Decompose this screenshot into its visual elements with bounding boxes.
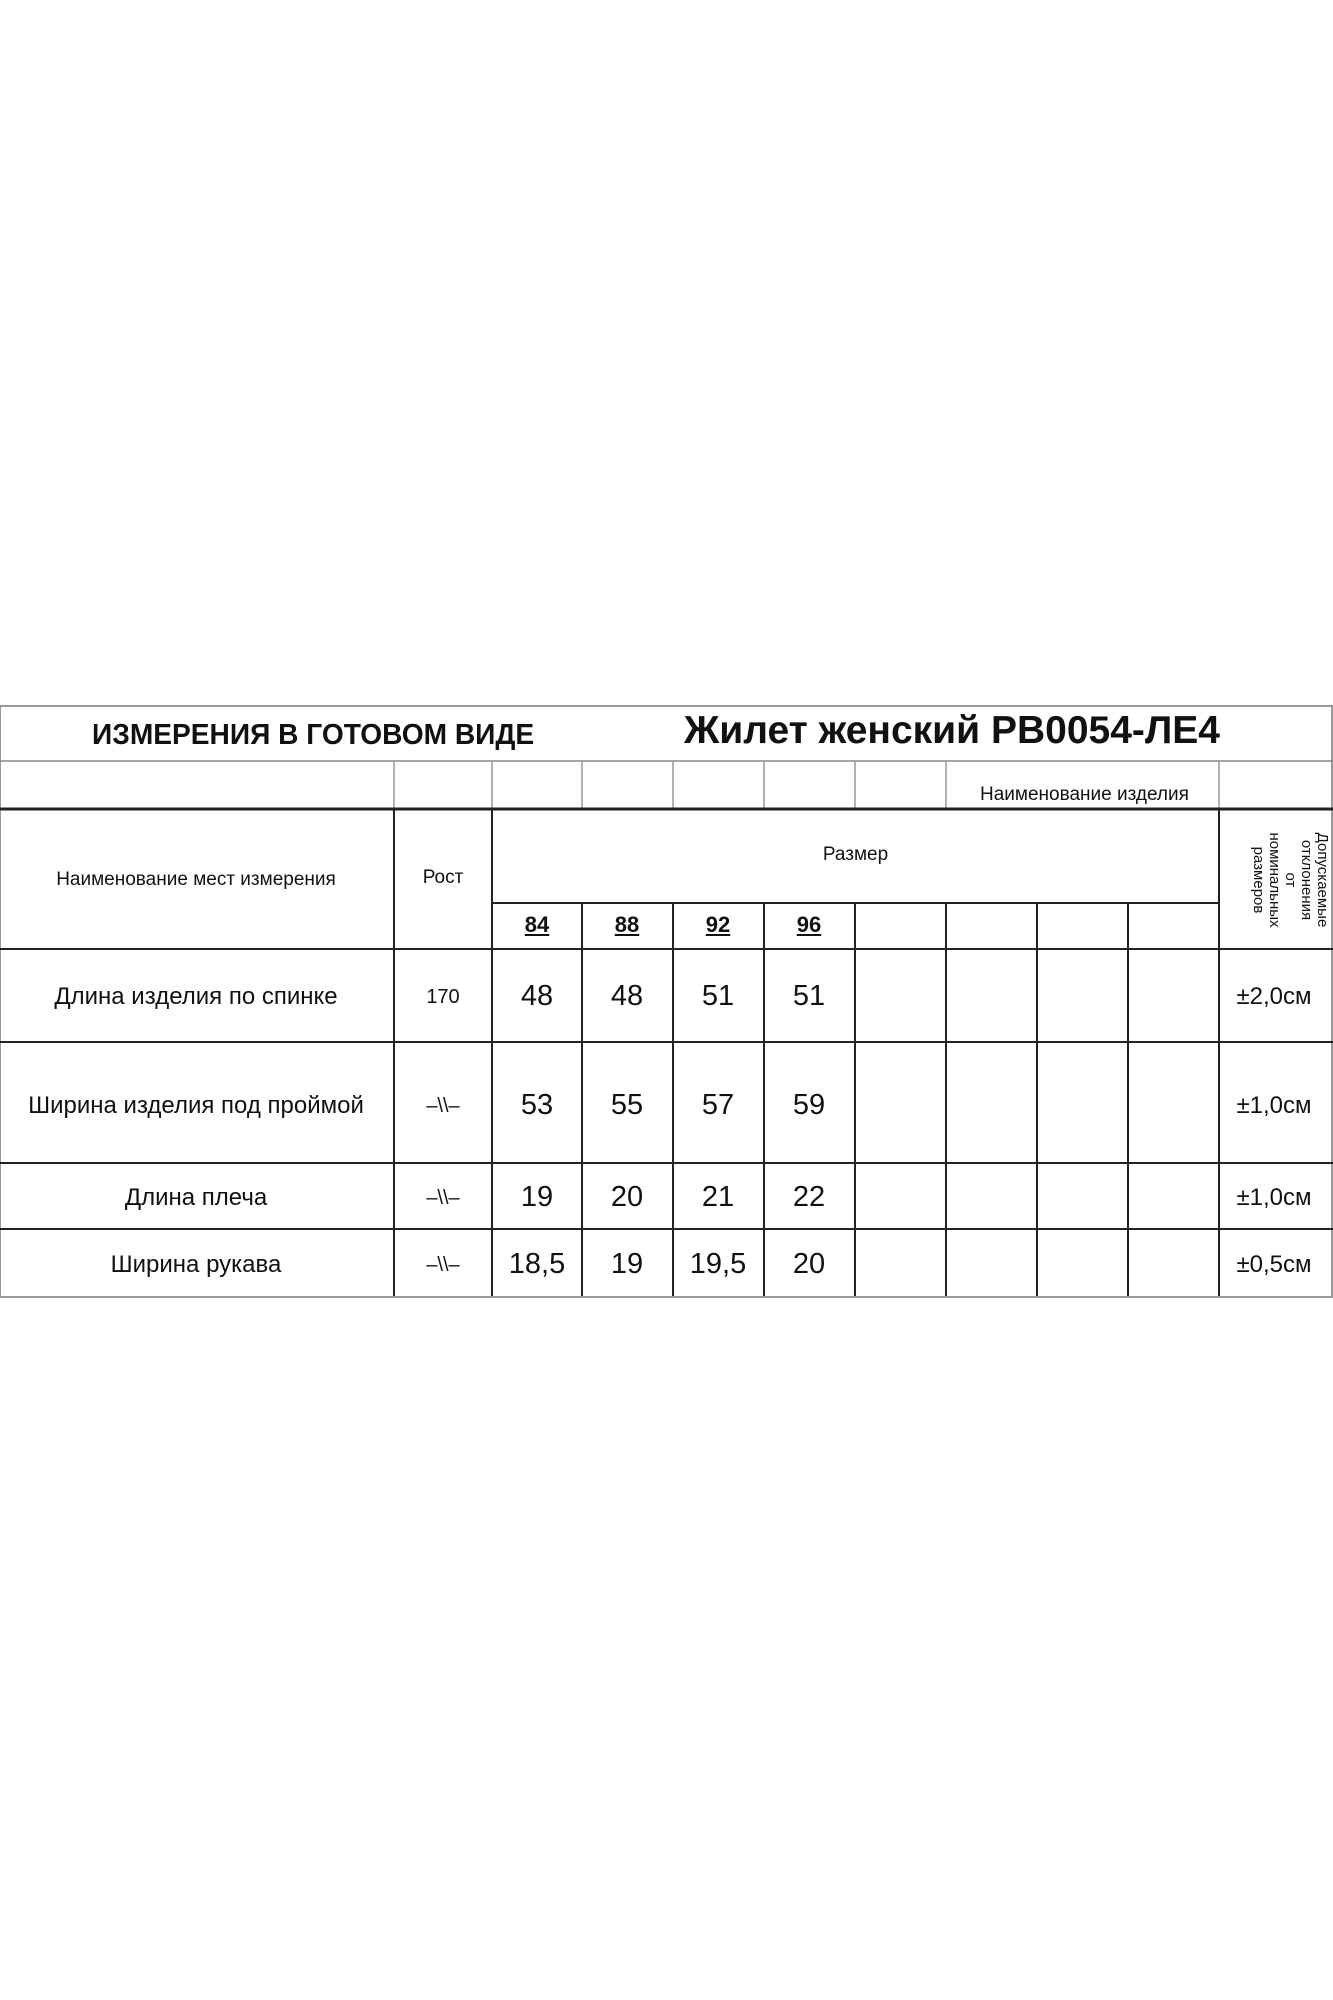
size-88: 88 xyxy=(614,912,640,937)
row-label-back-length: Длина изделия по спинке xyxy=(54,983,338,1010)
value-cell: 20 xyxy=(610,1181,644,1213)
value-cell: 51 xyxy=(701,980,735,1012)
value-cell: 22 xyxy=(792,1181,826,1213)
row-tolerance: ±1,0см xyxy=(1236,1184,1312,1211)
value-cell: 19 xyxy=(610,1248,644,1280)
measurements-title: ИЗМЕРЕНИЯ В ГОТОВОМ ВИДЕ xyxy=(92,719,535,751)
value-cell: 18,5 xyxy=(508,1248,566,1280)
measurement-sheet xyxy=(0,705,1333,1298)
tolerance-header: Допускаемые отклонения от номинальных размеров xyxy=(1250,832,1331,928)
value-cell: 48 xyxy=(610,980,644,1012)
value-cell: 59 xyxy=(792,1089,826,1121)
value-cell: 21 xyxy=(701,1181,735,1213)
row-tolerance: ±0,5см xyxy=(1236,1251,1312,1278)
product-name-label: Наименование изделия xyxy=(980,784,1189,805)
value-cell: 55 xyxy=(610,1089,644,1121)
value-cell: 48 xyxy=(520,980,554,1012)
size-header: Размер xyxy=(822,844,889,865)
value-cell: 57 xyxy=(701,1089,735,1121)
row-tolerance: ±1,0см xyxy=(1236,1092,1312,1119)
measurement-place-header: Наименование мест измерения xyxy=(56,869,336,890)
product-title: Жилет женский РВ0054-ЛЕ4 xyxy=(684,709,1220,752)
value-cell: 20 xyxy=(792,1248,826,1280)
row-height: –\\– xyxy=(426,1095,460,1117)
row-label-width-under-armhole: Ширина изделия под проймой xyxy=(28,1092,364,1119)
value-cell: 19 xyxy=(520,1181,554,1213)
row-height: –\\– xyxy=(426,1254,460,1276)
value-cell: 53 xyxy=(520,1089,554,1121)
value-cell: 51 xyxy=(792,980,826,1012)
row-label-sleeve-width: Ширина рукава xyxy=(110,1251,282,1278)
size-96: 96 xyxy=(796,912,822,937)
row-label-shoulder-length: Длина плеча xyxy=(124,1184,268,1211)
size-84: 84 xyxy=(524,912,550,937)
row-height: –\\– xyxy=(426,1187,460,1209)
value-cell: 19,5 xyxy=(689,1248,747,1280)
height-header: Рост xyxy=(422,867,464,888)
row-height: 170 xyxy=(426,986,460,1008)
row-tolerance: ±2,0см xyxy=(1236,983,1312,1010)
size-92: 92 xyxy=(705,912,731,937)
